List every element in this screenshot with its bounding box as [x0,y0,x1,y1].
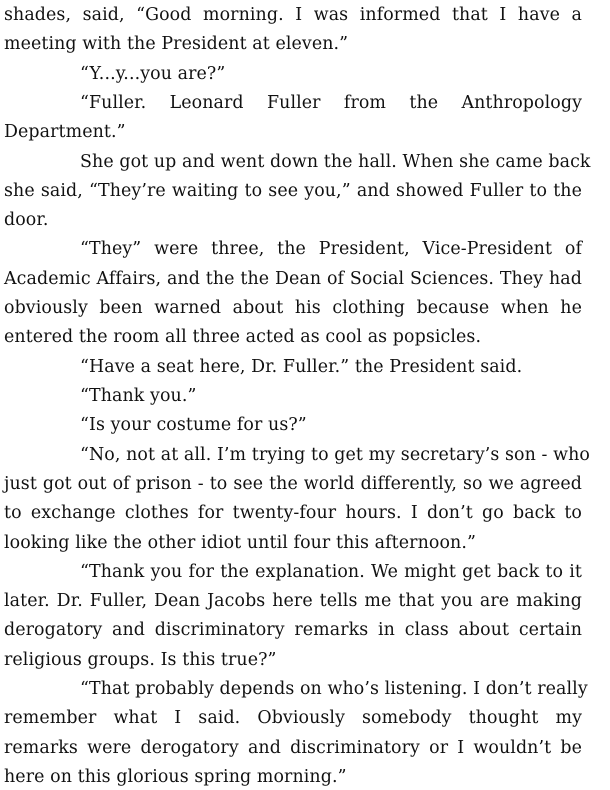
text-line: Academic Affairs, and the the Dean of Social Sciences. They had [4,268,582,289]
text-line: derogatory and discriminatory remarks in class about certain [4,620,582,641]
text-line: she said, “They’re waiting to see you,” and showed Fuller to the [4,180,582,201]
text-line: religious groups. Is this true?” [4,649,277,670]
text-line: obviously been warned about his clothing because when he [4,298,582,319]
text-line: to exchange clothes for twenty-four hours. I don’t go back to [4,503,582,524]
text-line: “Fuller. Leonard Fuller from the Anthropology [80,92,582,113]
text-line: shades, said, “Good morning. I was informed that I have a [4,5,582,25]
text-line: Department.” [4,122,126,143]
text-line: later. Dr. Fuller, Dean Jacobs here tells me that you are making [4,591,582,612]
text-line: “Thank you for the explanation. We might get back to it [80,561,582,582]
text-line: remarks were derogatory and discriminatory or I wouldn’t be [4,737,582,758]
text-line: “Thank you.” [80,386,197,406]
text-line: entered the room all three acted as cool as popsicles. [4,327,482,348]
text-line: “Have a seat here, Dr. Fuller.” the President said. [80,356,523,377]
text-line: here on this glorious spring morning.” [4,767,347,787]
text-line: She got up and went down the hall. When she came back [80,151,591,172]
text-line: door. [4,210,49,231]
text-line: meeting with the President at eleven.” [4,34,349,55]
text-line: “Is your costume for us?” [80,415,307,436]
text-line: “That probably depends on who’s listening. I don’t really [80,679,588,700]
text-line: “No, not at all. I’m trying to get my secretary’s son - who [80,444,591,465]
text-line: just got out of prison - to see the world differently, so we agreed [4,473,582,494]
text-line: looking like the other idiot until four this afternoon.” [4,532,476,553]
text-line: “Y...y...you are?” [80,63,226,84]
text-line: “They” were three, the President, Vice-President of [80,239,582,260]
text-line: remember what I said. Obviously somebody thought my [4,708,582,729]
